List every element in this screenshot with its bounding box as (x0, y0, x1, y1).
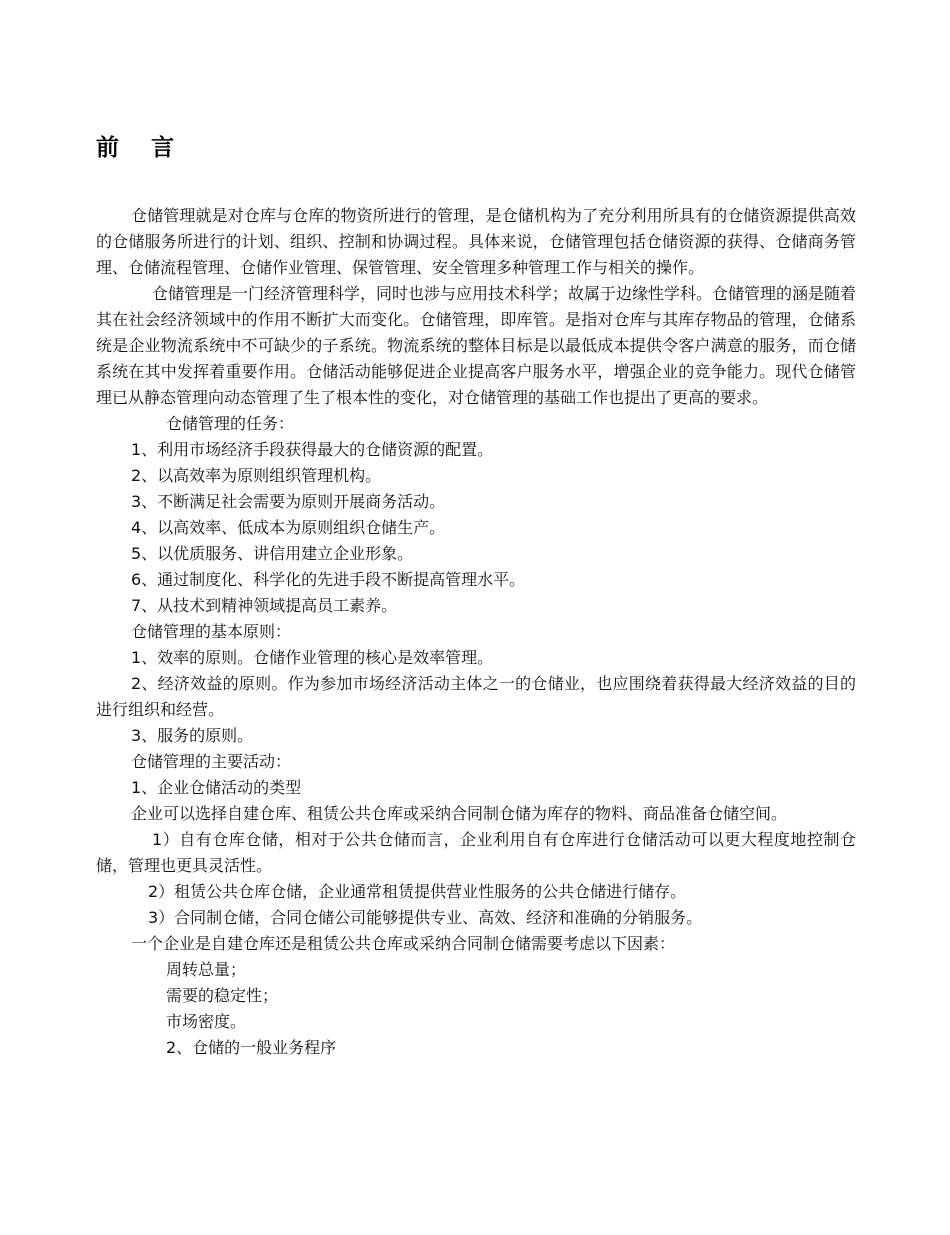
principle-item: 1、效率的原则。仓储作业管理的核心是效率管理。 (131, 648, 494, 667)
principle-item: 2、经济效益的原则。作为参加市场经济活动主体之一的仓储业，也应围绕着获得最大经济效益的目的进行组织和经营。 (96, 674, 856, 719)
factor-item: 周转总量； (166, 960, 247, 979)
task-item: 7、从技术到精神领域提高员工素养。 (131, 596, 398, 615)
factors-heading: 一个企业是自建仓库还是租赁公共仓库或采纳合同制仓储需要考虑以下因素： (131, 934, 676, 953)
page-title: 前 言 (96, 135, 187, 161)
principles-heading: 仓储管理的基本原则： (131, 622, 292, 641)
warehouse-type-item: 3）合同制仓储，合同仓储公司能够提供专业、高效、经济和准确的分销服务。 (148, 908, 703, 927)
task-item: 2、以高效率为原则组织管理机构。 (131, 466, 382, 485)
definition-paragraph: 仓储管理是一门经济管理科学，同时也涉与应用技术科学；故属于边缘性学科。仓储管理的涵是随着其在社会经济领域中的作用不断扩大而变化。仓储管理，即库管。是指对仓库与其库存物品的管理，仓储系统是企业物流系统中不可缺少的子系统。物流系统的整体目标是以最低成本提供令客户满意的服务，而仓储系统在其中发挥着重要作用。仓储活动能够促进企业提高客户服务水平，增强企业的竞争能力。现代仓储管理已从静态管理向动态管理了生了根本性的变化，对仓储管理的基础工作也提出了更高的要求。 (96, 284, 857, 407)
warehouse-type-item: 2）租赁公共仓库仓储，企业通常租赁提供营业性服务的公共仓储进行储存。 (148, 882, 687, 901)
task-item: 1、利用市场经济手段获得最大的仓储资源的配置。 (131, 440, 494, 459)
activity-item: 1、企业仓储活动的类型 (131, 778, 302, 797)
activities-heading: 仓储管理的主要活动： (131, 752, 292, 771)
tasks-heading: 仓储管理的任务： (166, 414, 295, 433)
activity-item: 2、仓储的一般业务程序 (166, 1038, 337, 1057)
warehouse-type-item: 1）自有仓库仓储，相对于公共仓储而言，企业利用自有仓库进行仓储活动可以更大程度地控制仓储，管理也更具灵活性。 (96, 830, 856, 875)
activity-description: 企业可以选择自建仓库、租赁公共仓库或采纳合同制仓储为库存的物料、商品准备仓储空间。 (131, 804, 788, 823)
factor-item: 市场密度。 (166, 1012, 247, 1031)
intro-paragraph: 仓储管理就是对仓库与仓库的物资所进行的管理，是仓储机构为了充分利用所具有的仓储资源提供高效的仓储服务所进行的计划、组织、控制和协调过程。具体来说，仓储管理包括仓储资源的获得、仓储商务管理、仓储流程管理、仓储作业管理、保管管理、安全管理多种管理工作与相关的操作。 (96, 206, 856, 277)
task-item: 4、以高效率、低成本为原则组织仓储生产。 (131, 518, 446, 537)
task-item: 5、以优质服务、讲信用建立企业形象。 (131, 544, 414, 563)
document-body (96, 203, 856, 1061)
task-item: 6、通过制度化、科学化的先进手段不断提高管理水平。 (131, 570, 526, 589)
factor-item: 需要的稳定性； (166, 986, 279, 1005)
task-item: 3、不断满足社会需要为原则开展商务活动。 (131, 492, 446, 511)
principle-item: 3、服务的原则。 (131, 726, 254, 745)
